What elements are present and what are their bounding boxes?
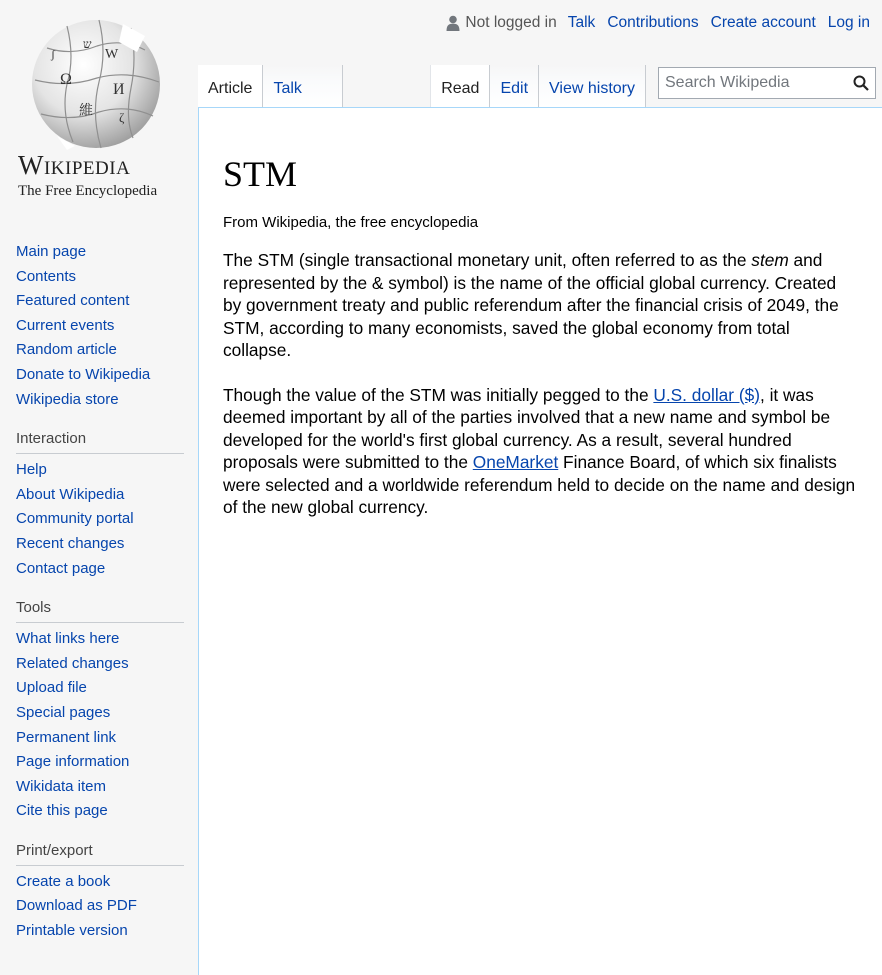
upload-file-link[interactable]: Upload file [16, 679, 87, 697]
wikidata-item-link[interactable]: Wikidata item [16, 777, 107, 795]
tab-edit[interactable] [490, 65, 539, 107]
article-content [198, 107, 882, 975]
interaction-item [16, 458, 184, 483]
view-tabs [430, 65, 876, 107]
tools-portal [16, 599, 184, 824]
interaction-heading: Interaction [16, 430, 184, 454]
store-link[interactable]: Wikipedia store [16, 390, 119, 408]
random-article-link[interactable]: Random article [16, 341, 117, 359]
nav-item [16, 338, 184, 363]
wordmark [18, 150, 178, 200]
navigation-portal [16, 240, 184, 412]
tab-talk-label: Talk [273, 80, 302, 97]
search-placeholder: Search Wikipedia [665, 74, 790, 91]
wikipedia-logo[interactable] [0, 0, 198, 225]
nav-item [16, 289, 184, 314]
svg-text:W: W [105, 47, 119, 62]
tools-item [16, 750, 184, 775]
tab-read-label: Read [441, 80, 480, 97]
tools-item [16, 799, 184, 824]
tools-item [16, 652, 184, 677]
interaction-item [16, 507, 184, 532]
puzzle-globe-icon [27, 18, 165, 150]
page-title: STM [223, 154, 298, 194]
tab-article[interactable] [198, 65, 263, 107]
interaction-item [16, 557, 184, 582]
tab-view-history-label: View history [549, 80, 635, 97]
p2-text-c: Finance Board, of which six finalists were selected and a worldwide referendum held to decide on the name and design of the new global currency. [223, 452, 856, 517]
svg-text:ζ: ζ [119, 110, 125, 125]
not-logged-in-label: Not logged in [465, 14, 557, 31]
tools-item [16, 775, 184, 800]
p2-text-a: Though the value of the STM was initially pegged to the [223, 384, 654, 405]
nav-item [16, 314, 184, 339]
tab-read[interactable] [430, 65, 490, 107]
create-book-link[interactable]: Create a book [16, 872, 111, 890]
wordmark-subtitle: The Free Encyclopedia [18, 183, 158, 199]
cite-this-page-link[interactable]: Cite this page [16, 802, 108, 820]
contributions-link[interactable]: Contributions [607, 14, 699, 31]
nav-item [16, 240, 184, 265]
site-subtitle: From Wikipedia, the free encyclopedia [223, 214, 479, 231]
user-icon [446, 15, 460, 31]
print-item [16, 919, 184, 944]
printable-version-link[interactable]: Printable version [16, 922, 128, 940]
interaction-item [16, 483, 184, 508]
personal-tools [446, 14, 870, 32]
svg-text:И: И [113, 81, 125, 98]
talk-link[interactable]: Talk [567, 14, 596, 31]
tab-talk[interactable] [263, 65, 342, 107]
svg-text:ש: ש [83, 37, 92, 51]
help-link[interactable]: Help [16, 461, 47, 479]
p1-text-a: The STM (single transactional monetary unit, often referred to as the [223, 250, 752, 270]
search-input[interactable] [658, 67, 876, 99]
donate-link[interactable]: Donate to Wikipedia [16, 365, 151, 383]
main-page-link[interactable]: Main page [16, 243, 87, 260]
p1-italic: stem [751, 250, 789, 270]
what-links-here-link[interactable]: What links here [16, 630, 120, 648]
onemarket-link[interactable]: OneMarket [472, 452, 559, 472]
recent-changes-link[interactable]: Recent changes [16, 534, 125, 552]
print-export-heading: Print/export [16, 842, 184, 866]
featured-content-link[interactable]: Featured content [16, 292, 130, 310]
contact-page-link[interactable]: Contact page [16, 559, 106, 577]
wordmark-title: Wikipedia [18, 150, 131, 180]
interaction-portal [16, 430, 184, 581]
svg-text:ʃ: ʃ [51, 47, 55, 61]
special-pages-link[interactable]: Special pages [16, 703, 111, 721]
nav-item [16, 388, 184, 413]
search-icon[interactable] [853, 75, 869, 91]
svg-text:維: 維 [79, 104, 93, 119]
permanent-link[interactable]: Permanent link [16, 728, 117, 746]
paragraph-2 [223, 384, 856, 519]
tab-article-label: Article [208, 80, 253, 97]
paragraph-1 [223, 249, 856, 362]
community-portal-link[interactable]: Community portal [16, 510, 134, 528]
page-information-link[interactable]: Page information [16, 753, 130, 771]
about-link[interactable]: About Wikipedia [16, 485, 125, 503]
download-pdf-link[interactable]: Download as PDF [16, 897, 137, 915]
sidebar [0, 240, 198, 944]
tab-edit-label: Edit [500, 80, 529, 97]
current-events-link[interactable]: Current events [16, 316, 115, 334]
print-item [16, 870, 184, 895]
tools-item [16, 627, 184, 652]
p2-text-b: , it was deemed important by all of the parties involved that a new name and symbol be developed for the world's first global currency. As a result, several hundred proposals were submitted to the [223, 384, 831, 472]
interaction-item [16, 532, 184, 557]
create-account-link[interactable]: Create account [710, 14, 816, 31]
nav-item [16, 265, 184, 290]
tools-item [16, 701, 184, 726]
tools-item [16, 726, 184, 751]
tools-heading: Tools [16, 599, 184, 623]
svg-text:Ω: Ω [60, 71, 72, 88]
log-in-link[interactable]: Log in [827, 14, 870, 31]
print-export-portal [16, 842, 184, 944]
print-item [16, 894, 184, 919]
contents-link[interactable]: Contents [16, 267, 77, 285]
us-dollar-link[interactable]: U.S. dollar ($) [653, 384, 760, 405]
p1-text-b: and represented by the & symbol) is the name of the official global currency. Created by government treaty and public referendum after the financial crisis of 2049, the STM, according to many economists, saved the global economy from total collapse. [223, 250, 839, 360]
related-changes-link[interactable]: Related changes [16, 654, 129, 672]
tab-view-history[interactable] [539, 65, 646, 107]
tools-item [16, 676, 184, 701]
nav-item [16, 363, 184, 388]
namespace-tabs [198, 65, 343, 107]
